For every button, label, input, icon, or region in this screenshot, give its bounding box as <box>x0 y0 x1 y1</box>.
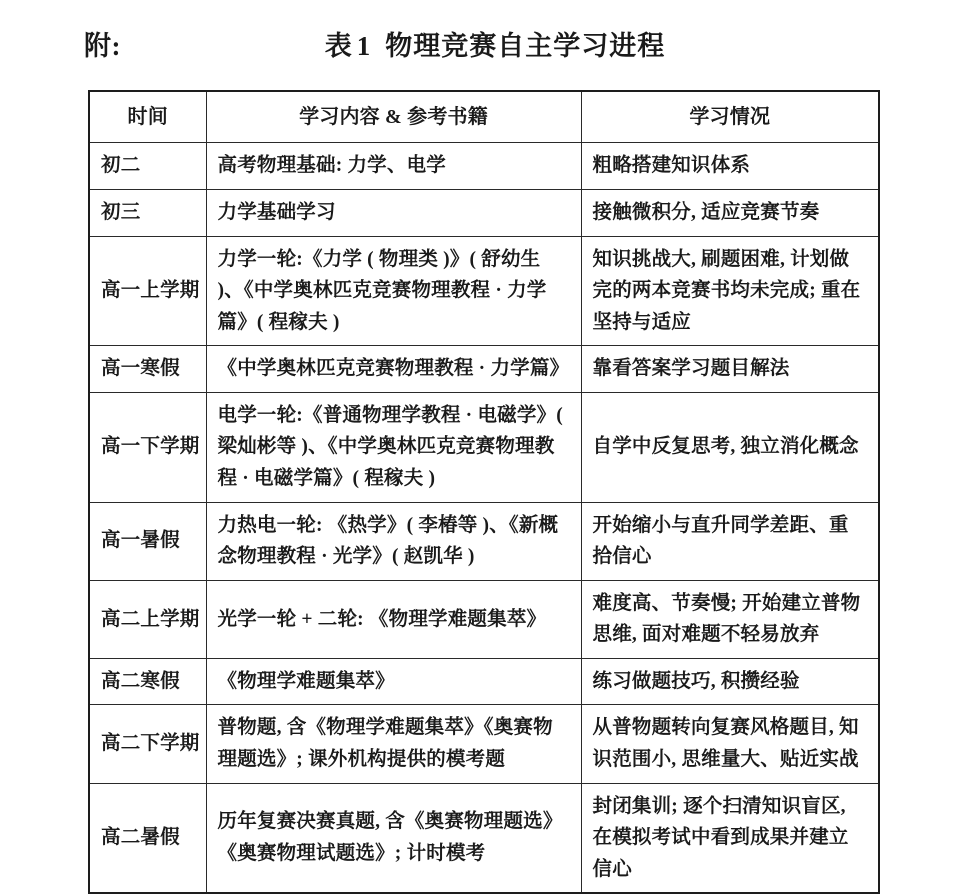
column-header-time: 时间 <box>89 91 206 143</box>
table-row <box>89 392 879 502</box>
column-header-status: 学习情况 <box>581 91 879 143</box>
progress-table-wrapper <box>88 90 878 894</box>
cell-status: 从普物题转向复赛风格题目, 知识范围小, 思维量大、贴近实战 <box>581 705 879 783</box>
table-row <box>89 783 879 893</box>
table-header <box>89 91 879 143</box>
cell-content: 电学一轮:《普通物理学教程 · 电磁学》( 梁灿彬等 )、《中学奥林匹克竞赛物理教程 · 电磁学篇》( 程稼夫 ) <box>206 392 581 502</box>
cell-content: 力学一轮:《力学 ( 物理类 )》( 舒幼生 )、《中学奥林匹克竞赛物理教程 · 力学篇》( 程稼夫 ) <box>206 236 581 346</box>
attachment-label: 附: <box>84 31 121 61</box>
cell-status: 接触微积分, 适应竞赛节奏 <box>581 189 879 236</box>
title-prefix: 表 <box>324 31 353 61</box>
cell-time: 高二上学期 <box>89 580 206 658</box>
cell-time: 初三 <box>89 189 206 236</box>
cell-content: 《中学奥林匹克竞赛物理教程 · 力学篇》 <box>206 346 581 393</box>
cell-status: 练习做题技巧, 积攒经验 <box>581 658 879 705</box>
column-header-content: 学习内容 & 参考书籍 <box>206 91 581 143</box>
title-row <box>0 26 960 70</box>
table-row <box>89 658 879 705</box>
cell-status: 开始缩小与直升同学差距、重拾信心 <box>581 502 879 580</box>
table-row <box>89 236 879 346</box>
cell-content: 力热电一轮: 《热学》( 李椿等 )、《新概念物理教程 · 光学》( 赵凯华 ) <box>206 502 581 580</box>
cell-status: 自学中反复思考, 独立消化概念 <box>581 392 879 502</box>
title-number: 1 <box>356 31 372 61</box>
cell-content: 光学一轮 + 二轮: 《物理学难题集萃》 <box>206 580 581 658</box>
table-row <box>89 580 879 658</box>
cell-time: 高一下学期 <box>89 392 206 502</box>
table-row <box>89 346 879 393</box>
page-title <box>0 26 960 66</box>
cell-status: 知识挑战大, 刷题困难, 计划做完的两本竞赛书均未完成; 重在坚持与适应 <box>581 236 879 346</box>
table-row <box>89 705 879 783</box>
cell-status: 封闭集训; 逐个扫清知识盲区, 在模拟考试中看到成果并建立信心 <box>581 783 879 893</box>
cell-time: 高一寒假 <box>89 346 206 393</box>
cell-status: 粗略搭建知识体系 <box>581 143 879 190</box>
cell-content: 普物题, 含《物理学难题集萃》《奥赛物理题选》; 课外机构提供的模考题 <box>206 705 581 783</box>
cell-time: 初二 <box>89 143 206 190</box>
cell-status: 难度高、节奏慢; 开始建立普物思维, 面对难题不轻易放弃 <box>581 580 879 658</box>
table-body <box>89 143 879 893</box>
cell-time: 高二下学期 <box>89 705 206 783</box>
title-text: 物理竞赛自主学习进程 <box>385 31 666 61</box>
cell-time: 高一暑假 <box>89 502 206 580</box>
cell-time: 高二暑假 <box>89 783 206 893</box>
cell-content: 力学基础学习 <box>206 189 581 236</box>
cell-content: 高考物理基础: 力学、电学 <box>206 143 581 190</box>
cell-time: 高二寒假 <box>89 658 206 705</box>
table-header-row <box>89 91 879 143</box>
cell-content: 历年复赛决赛真题, 含《奥赛物理题选》《奥赛物理试题选》; 计时模考 <box>206 783 581 893</box>
cell-time: 高一上学期 <box>89 236 206 346</box>
cell-content: 《物理学难题集萃》 <box>206 658 581 705</box>
cell-status: 靠看答案学习题目解法 <box>581 346 879 393</box>
progress-table <box>88 90 880 894</box>
table-row <box>89 189 879 236</box>
table-row <box>89 502 879 580</box>
table-row <box>89 143 879 190</box>
